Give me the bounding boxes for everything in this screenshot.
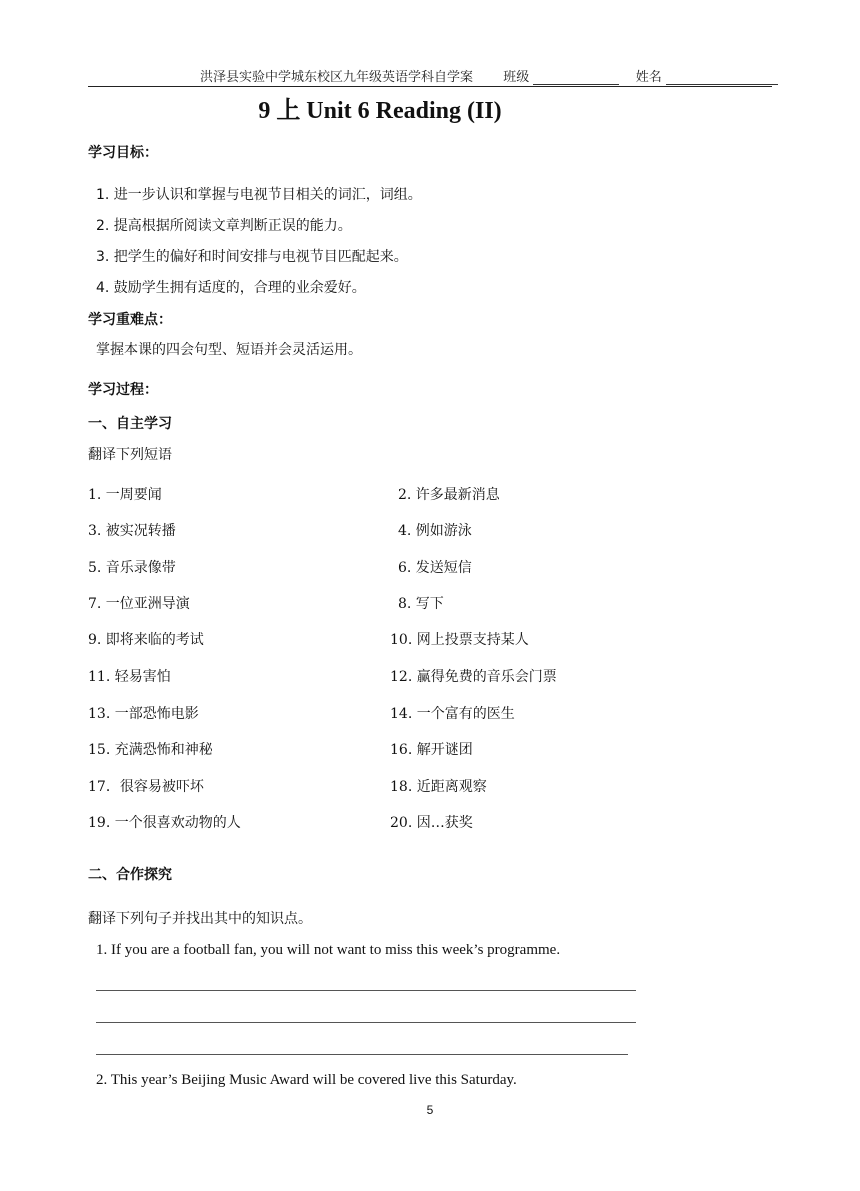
sentence-1: 1. If you are a football fan, you will not want to miss this week’s programme. xyxy=(96,942,561,958)
phrase-item: 15. 充满恐怖和神秘 xyxy=(88,742,213,758)
phrase-item: 7. 一位亚洲导演 xyxy=(88,596,190,612)
part1-heading: 一、自主学习 xyxy=(88,416,172,432)
phrase-item: 5. 音乐录像带 xyxy=(88,560,176,576)
header-name-label: 姓名 xyxy=(635,70,662,85)
phrase-item: 10. 网上投票支持某人 xyxy=(390,632,529,648)
phrase-item: 2. 许多最新消息 xyxy=(398,487,500,503)
objectives-heading: 学习目标： xyxy=(88,145,158,161)
phrase-item: 19. 一个很喜欢动物的人 xyxy=(88,815,241,831)
part1-instruction: 翻译下列短语 xyxy=(88,447,172,463)
phrase-item: 13. 一部恐怖电影 xyxy=(88,706,199,722)
phrase-item: 6. 发送短信 xyxy=(398,560,472,576)
part2-heading: 二、合作探究 xyxy=(88,867,172,883)
phrase-item: 12. 赢得免费的音乐会门票 xyxy=(390,669,557,685)
answer-line[interactable] xyxy=(96,990,636,991)
part2-instruction: 翻译下列句子并找出其中的知识点。 xyxy=(88,911,312,927)
document-header xyxy=(200,66,778,85)
header-class-label: 班级 xyxy=(503,70,530,85)
phrase-item: 8. 写下 xyxy=(398,596,444,612)
page-number: 5 xyxy=(426,1103,434,1117)
phrase-item: 16. 解开谜团 xyxy=(390,742,473,758)
process-heading: 学习过程： xyxy=(88,382,158,398)
name-blank[interactable] xyxy=(666,70,778,85)
objective-item: 4. 鼓励学生拥有适度的，合理的业余爱好。 xyxy=(96,280,366,296)
header-rule xyxy=(88,86,772,87)
objective-item: 2. 提高根据所阅读文章判断正误的能力。 xyxy=(96,218,352,234)
page-title: 9 上 Unit 6 Reading (II) xyxy=(258,98,502,124)
phrase-item: 9. 即将来临的考试 xyxy=(88,632,204,648)
phrase-item: 4. 例如游泳 xyxy=(398,523,472,539)
sentence-2: 2. This year’s Beijing Music Award will be covered live this Saturday. xyxy=(96,1072,517,1088)
objective-item: 1. 进一步认识和掌握与电视节目相关的词汇，词组。 xyxy=(96,187,422,203)
phrase-item: 20. 因…获奖 xyxy=(390,815,473,831)
phrase-item: 18. 近距离观察 xyxy=(390,779,487,795)
header-school: 洪泽县实验中学城东校区九年级英语学科自学案 xyxy=(200,70,474,85)
phrase-item: 14. 一个富有的医生 xyxy=(390,706,515,722)
phrase-item: 1. 一周要闻 xyxy=(88,487,162,503)
answer-line[interactable] xyxy=(96,1022,636,1023)
class-blank[interactable] xyxy=(533,70,619,85)
key-points-text: 掌握本课的四会句型、短语并会灵活运用。 xyxy=(96,342,362,358)
objective-item: 3. 把学生的偏好和时间安排与电视节目匹配起来。 xyxy=(96,249,408,265)
phrase-item: 3. 被实况转播 xyxy=(88,523,176,539)
key-points-heading: 学习重难点： xyxy=(88,312,172,328)
phrase-item: 11. 轻易害怕 xyxy=(88,669,171,685)
phrase-item: 17．很容易被吓坏 xyxy=(88,779,204,795)
answer-line[interactable] xyxy=(96,1054,628,1055)
